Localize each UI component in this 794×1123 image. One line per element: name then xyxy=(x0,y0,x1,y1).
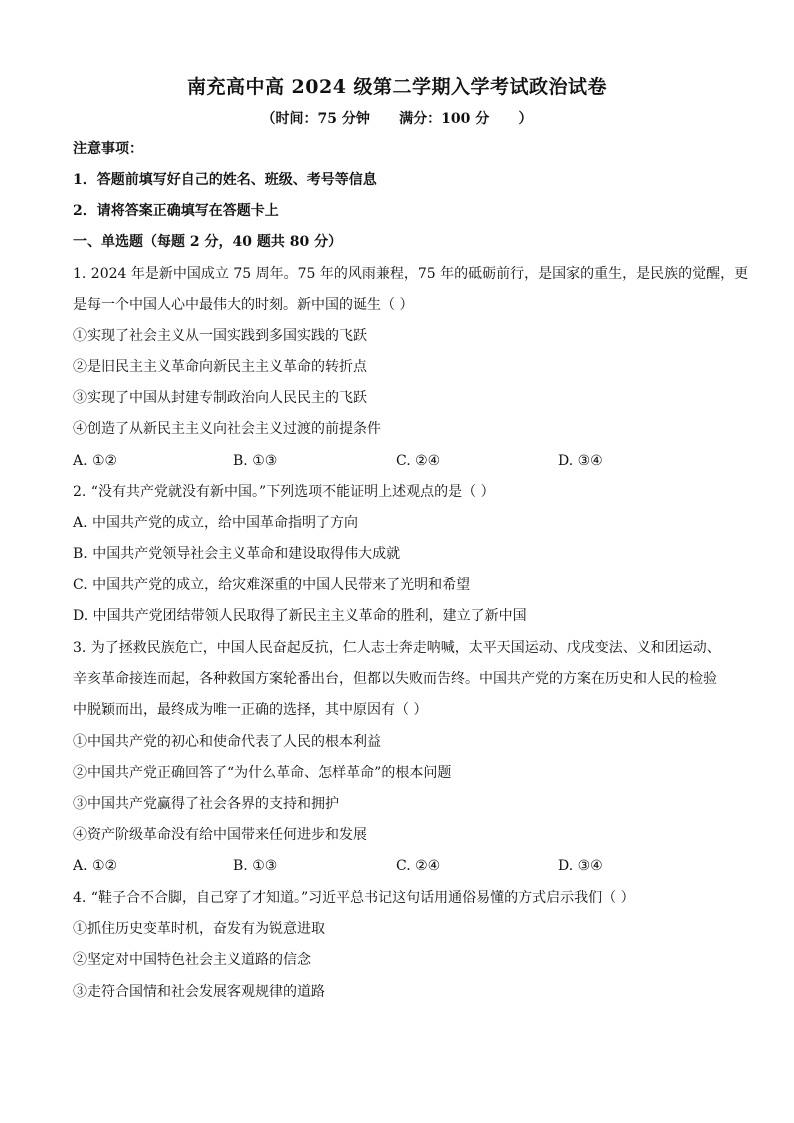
option-c: C. ②④ xyxy=(396,858,441,874)
option-a: A. ①② xyxy=(73,453,118,469)
notice-item: 1．答题前填写好自己的姓名、班级、考号等信息 xyxy=(73,172,377,188)
question-4-statement: ③走符合国情和社会发展客观规律的道路 xyxy=(73,984,325,1000)
question-4-statement: ①抓住历史变革时机，奋发有为锐意进取 xyxy=(73,921,325,937)
option-c: C. ②④ xyxy=(396,453,441,469)
question-3-stem: 辛亥革命接连而起，各种救国方案轮番出台，但都以失败而告终。中国共产党的方案在历史和人民的检验 xyxy=(73,671,717,687)
question-3-stem: 3. 为了拯救民族危亡，中国人民奋起反抗，仁人志士奔走呐喊，太平天国运动、戊戌变法、义和团运动、 xyxy=(73,640,721,656)
question-1-options xyxy=(73,451,733,471)
question-4-statement: ②坚定对中国特色社会主义道路的信念 xyxy=(73,952,311,968)
question-1-statement: ②是旧民主主义革命向新民主主义革命的转折点 xyxy=(73,359,367,375)
option-d: D. 中国共产党团结带领人民取得了新民主主义革命的胜利，建立了新中国 xyxy=(73,608,527,624)
question-1-stem: 1. 2024 年是新中国成立 75 周年。75 年的风雨兼程，75 年的砥砺前行，是国家的重生，是民族的觉醒，更 xyxy=(73,266,749,282)
notice-item: 2．请将答案正确填写在答题卡上 xyxy=(73,203,279,219)
option-d: D. ③④ xyxy=(558,453,603,469)
option-b: B. ①③ xyxy=(233,858,278,874)
question-2-stem: 2. “没有共产党就没有新中国。”下列选项不能证明上述观点的是（ ） xyxy=(73,484,495,500)
question-3-statement: ①中国共产党的初心和使命代表了人民的根本利益 xyxy=(73,734,381,750)
exam-title: 南充高中高 2024 级第二学期入学考试政治试卷 xyxy=(186,76,608,98)
question-1-statement: ③实现了中国从封建专制政治向人民民主的飞跃 xyxy=(73,390,367,406)
question-3-statement: ③中国共产党赢得了社会各界的支持和拥护 xyxy=(73,796,339,812)
option-a: A. ①② xyxy=(73,858,118,874)
question-4-stem: 4. “鞋子合不合脚，自己穿了才知道。”习近平总书记这句话用通俗易懂的方式启示我们（ ） xyxy=(73,890,635,906)
question-3-stem: 中脱颖而出，最终成为唯一正确的选择，其中原因有（ ） xyxy=(73,702,428,718)
question-1-statement: ①实现了社会主义从一国实践到多国实践的飞跃 xyxy=(73,328,367,344)
option-b: B. 中国共产党领导社会主义革命和建设取得伟大成就 xyxy=(73,546,401,562)
section-heading: 一、单选题（每题 2 分，40 题共 80 分） xyxy=(73,234,343,250)
option-b: B. ①③ xyxy=(233,453,278,469)
exam-subtitle: （时间：75 分钟 满分：100 分 ） xyxy=(261,111,533,127)
option-d: D. ③④ xyxy=(558,858,603,874)
question-3-statement: ④资产阶级革命没有给中国带来任何进步和发展 xyxy=(73,827,367,843)
option-a: A. 中国共产党的成立，给中国革命指明了方向 xyxy=(73,515,359,531)
question-1-stem: 是每一个中国人心中最伟大的时刻。新中国的诞生（ ） xyxy=(73,297,414,313)
question-3-options xyxy=(73,856,733,876)
question-3-statement: ②中国共产党正确回答了“为什么革命、怎样革命”的根本问题 xyxy=(73,765,452,781)
option-c: C. 中国共产党的成立，给灾难深重的中国人民带来了光明和希望 xyxy=(73,577,471,593)
question-1-statement: ④创造了从新民主主义向社会主义过渡的前提条件 xyxy=(73,421,381,437)
notice-heading: 注意事项： xyxy=(73,141,143,157)
